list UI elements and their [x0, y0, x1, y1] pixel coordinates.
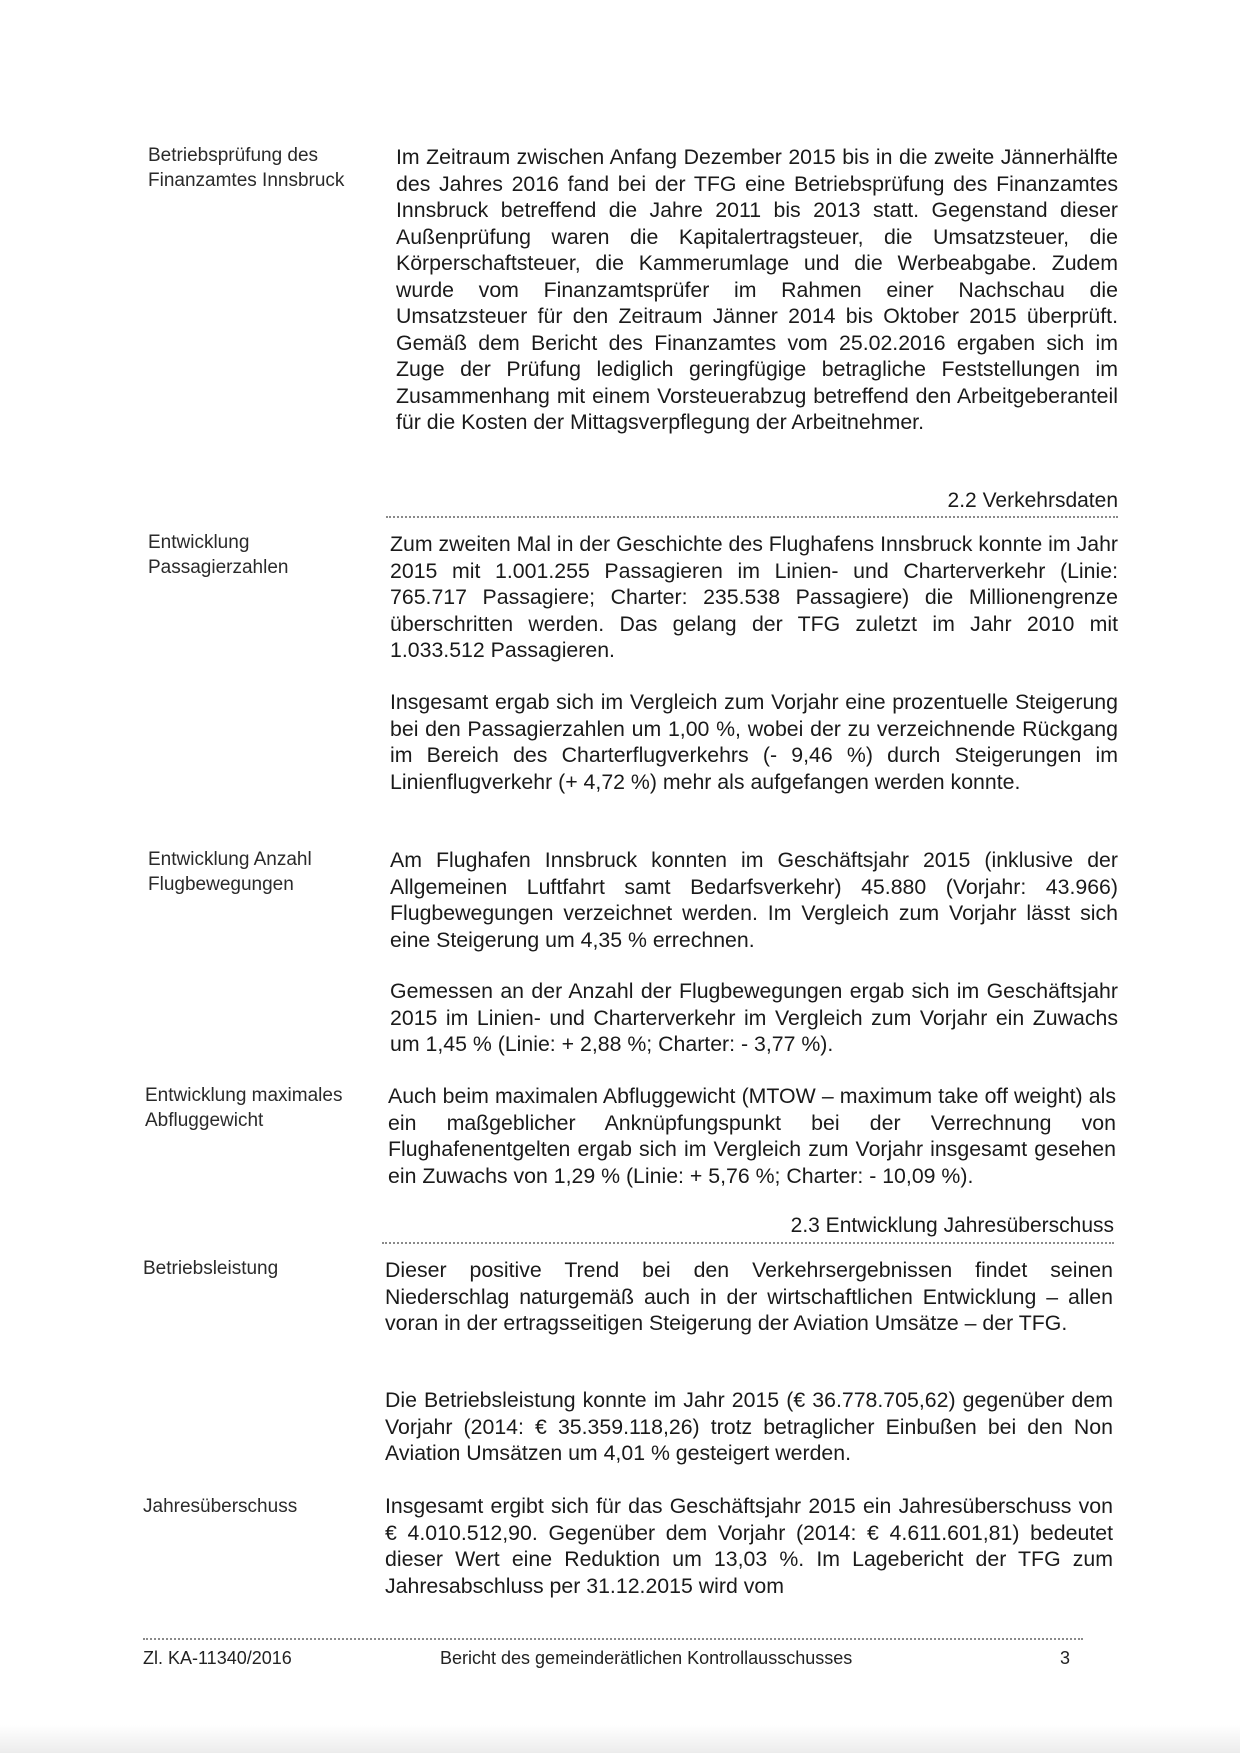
margin-note-abfluggewicht: Entwicklung maximales Abfluggewicht [145, 1085, 343, 1131]
margin-note-jahresueberschuss: Jahresüberschuss [143, 1496, 298, 1517]
heading-rule [382, 1242, 1114, 1244]
paragraph-jahresueberschuss: Insgesamt ergibt sich für das Geschäftsjahr 2015 ein Jahresüberschuss von € 4.010.512,90. Gegenüber dem Vorjahr (2014: € 4.611.601,81) bedeutet dieser Wert eine Reduktion um 13,03 %. Im Lagebericht der TFG zum Jahresabschluss per 31.12.2015 wird vom [385, 1494, 1113, 1598]
paragraph-abfluggewicht: Auch beim maximalen Abfluggewicht (MTOW – maximum take off weight) als ein maßgeblicher Anknüpfungspunkt bei der Verrechnung von Flughafenentgelten ergab sich im Vergleich zum Vorjahr insgesamt gesehen ein Zuwachs von 1,29 % (Linie: + 5,76 %; Charter: - 10,09 %). [388, 1084, 1116, 1188]
paragraph-flugbewegungen-1: Am Flughafen Innsbruck konnten im Geschäftsjahr 2015 (inklusive der Allgemeinen Luftfahrt samt Bedarfsverkehr) 45.880 (Vorjahr: 43.966) Flugbewegungen verzeichnet werden. Im Vergleich zum Vorjahr lässt sich eine Steigerung um 4,35 % errechnen. [390, 848, 1118, 952]
section-heading-verkehrsdaten: 2.2 Verkehrsdaten [947, 489, 1118, 512]
paragraph-passagierzahlen-2: Insgesamt ergab sich im Vergleich zum Vorjahr eine prozentuelle Steigerung bei den Passagierzahlen um 1,00 %, wobei der zu verzeichnende Rückgang im Bereich des Charterflugverkehrs (- 9,46 %) durch Steigerungen im Linienflugverkehr (+ 4,72 %) mehr als aufgefangen werden konnte. [390, 690, 1118, 794]
paragraph-betriebsleistung-1: Dieser positive Trend bei den Verkehrsergebnissen findet seinen Niederschlag naturgemäß auch in der wirtschaftlichen Entwicklung – allen voran in der ertragsseitigen Steigerung der Aviation Umsätze – der TFG. [385, 1258, 1113, 1335]
paragraph-betriebspruefung: Im Zeitraum zwischen Anfang Dezember 2015 bis in die zweite Jännerhälfte des Jahres 2016 fand bei der TFG eine Betriebsprüfung des Finanzamtes Innsbruck betreffend die Jahre 2011 bis 2013 statt. Gegenstand dieser Außenprüfung waren die Kapitalertragsteuer, die Umsatzsteuer, die Körperschaftsteuer, die Kammerumlage und die Werbeabgabe. Zudem wurde vom Finanzamtsprüfer im Rahmen einer Nachschau die Umsatzsteuer für den Zeitraum Jänner 2014 bis Oktober 2015 überprüft. Gemäß dem Bericht des Finanzamtes vom 25.02.2016 ergaben sich im Zuge der Prüfung lediglich geringfügige betragliche Feststellungen im Zusammenhang mit einem Vorsteuerabzug betreffend den Arbeitgeberanteil für die Kosten der Mittagsverpflegung der Arbeitnehmer. [396, 145, 1118, 434]
section-heading-jahresueberschuss: 2.3 Entwicklung Jahresüberschuss [790, 1214, 1114, 1237]
margin-note-betriebsleistung: Betriebsleistung [143, 1258, 279, 1279]
page-number: 3 [1060, 1648, 1071, 1668]
footer-title: Bericht des gemeinderätlichen Kontrollausschusses [440, 1648, 853, 1668]
margin-note-flugbewegungen: Entwicklung Anzahl Flugbewegungen [148, 849, 312, 895]
scan-edge-shadow [0, 1725, 1240, 1753]
footer-rule [143, 1638, 1083, 1640]
margin-note-passagierzahlen: Entwicklung Passagierzahlen [148, 532, 289, 578]
paragraph-flugbewegungen-2: Gemessen an der Anzahl der Flugbewegungen ergab sich im Geschäftsjahr 2015 im Linien- und Charterverkehr im Vergleich zum Vorjahr ein Zuwachs um 1,45 % (Linie: + 2,88 %; Charter: - 3,77 %). [390, 979, 1118, 1056]
paragraph-passagierzahlen-1: Zum zweiten Mal in der Geschichte des Flughafens Innsbruck konnte im Jahr 2015 mit 1.001.255 Passagieren im Linien- und Charterverkehr (Linie: 765.717 Passagiere; Charter: 235.538 Passagiere) die Millionengrenze überschritten werden. Das gelang der TFG zuletzt im Jahr 2010 mit 1.033.512 Passagieren. [390, 532, 1118, 662]
footer-reference: Zl. KA-11340/2016 [143, 1648, 292, 1668]
heading-rule [386, 516, 1118, 518]
paragraph-betriebsleistung-2: Die Betriebsleistung konnte im Jahr 2015 (€ 36.778.705,62) gegenüber dem Vorjahr (2014: € 35.359.118,26) trotz betraglicher Einbußen bei den Non Aviation Umsätzen um 4,01 % gesteigert werden. [385, 1388, 1113, 1465]
margin-note-betriebspruefung: Betriebsprüfung des Finanzamtes Innsbruck [148, 145, 345, 191]
